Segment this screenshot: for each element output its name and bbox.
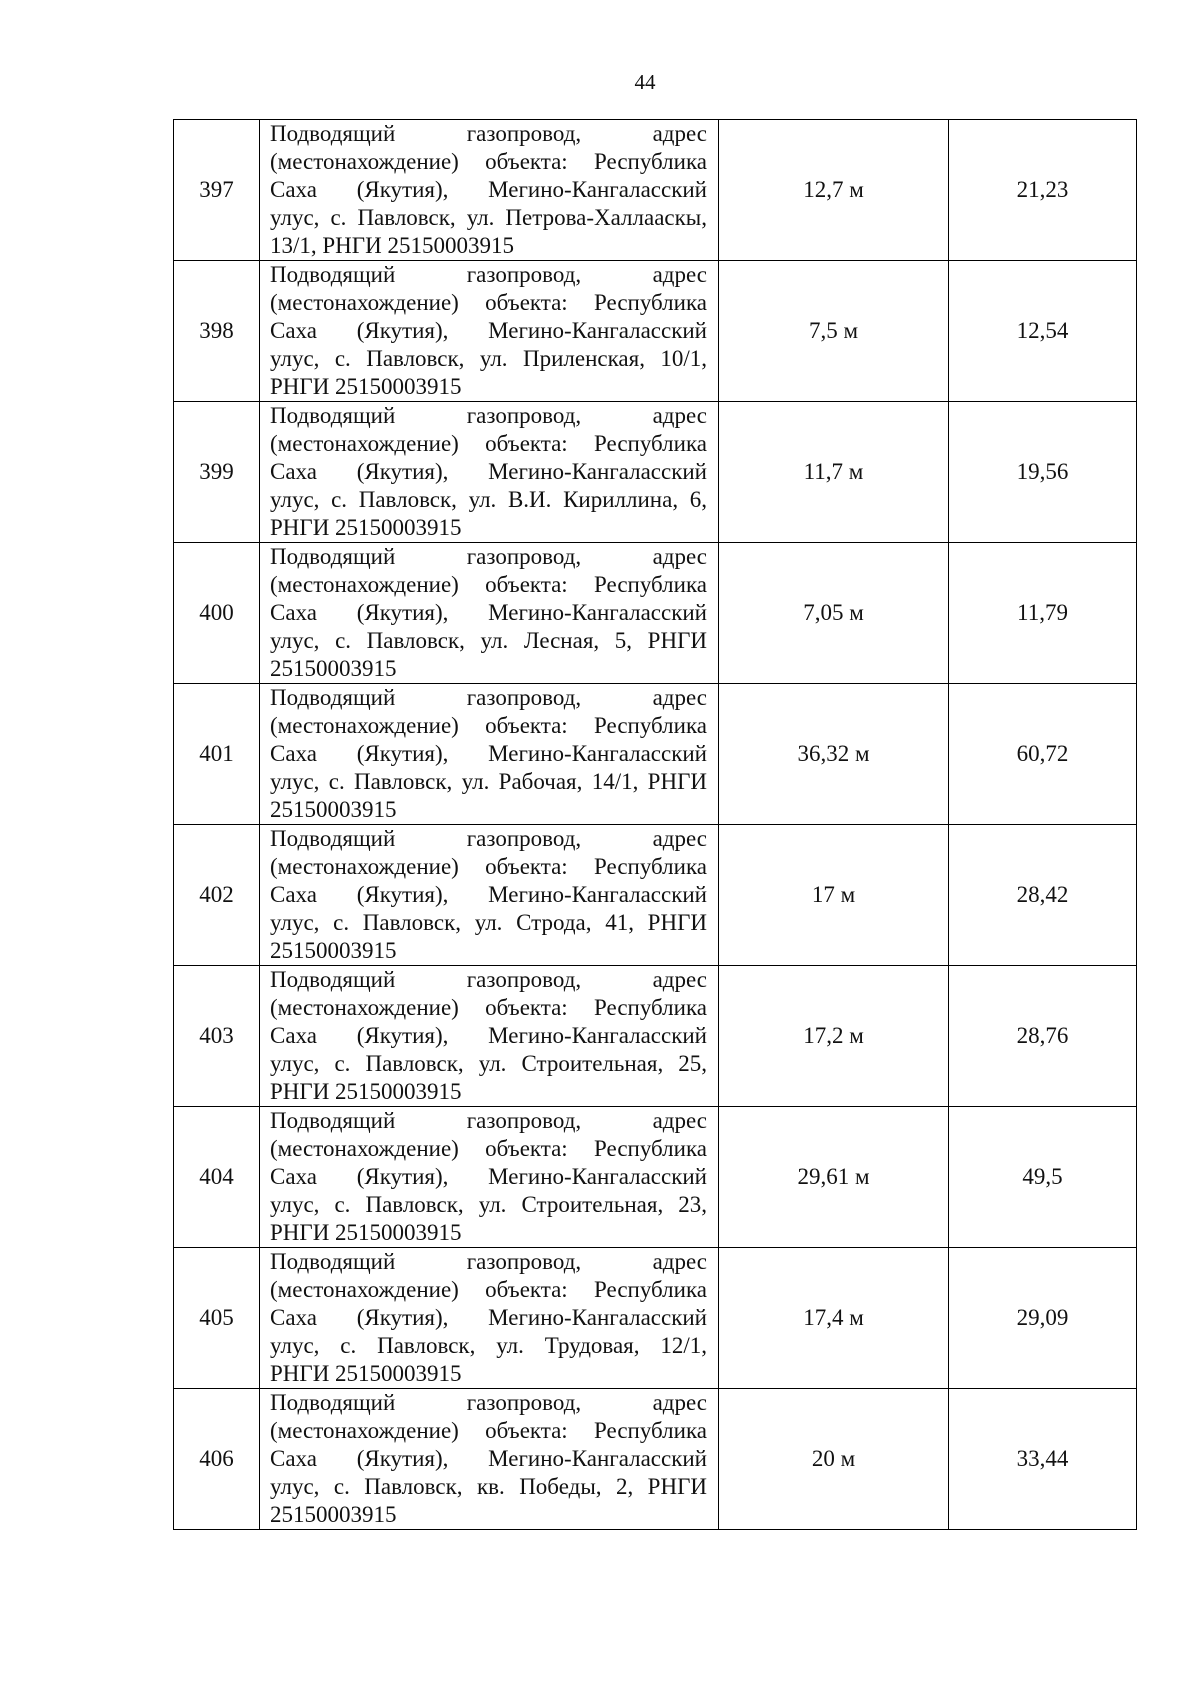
object-description xyxy=(260,684,719,825)
row-value: 49,5 xyxy=(949,1107,1137,1248)
row-number: 403 xyxy=(174,966,260,1107)
description-line: (местонахождение) объекта: Республика xyxy=(270,572,707,597)
description-line: Саха (Якутия), Мегино-Кангаласский xyxy=(270,741,707,766)
description-line: Саха (Якутия), Мегино-Кангаласский xyxy=(270,600,707,625)
description-line: (местонахождение) объекта: Республика xyxy=(270,1277,707,1302)
description-line: РНГИ 25150003915 xyxy=(270,1079,462,1104)
row-value: 28,76 xyxy=(949,966,1137,1107)
description-line: Саха (Якутия), Мегино-Кангаласский xyxy=(270,459,707,484)
object-description xyxy=(260,261,719,402)
description-line: улус, с. Павловск, ул. Рабочая, 14/1, РНГИ xyxy=(270,769,707,794)
table-row xyxy=(174,684,1137,825)
pipeline-length: 20 м xyxy=(719,1389,949,1530)
object-description xyxy=(260,825,719,966)
pipeline-length: 7,5 м xyxy=(719,261,949,402)
description-line: Подводящий газопровод, адрес xyxy=(270,262,707,287)
row-value: 19,56 xyxy=(949,402,1137,543)
description-line: Саха (Якутия), Мегино-Кангаласский xyxy=(270,318,707,343)
row-number: 404 xyxy=(174,1107,260,1248)
object-description xyxy=(260,1248,719,1389)
description-line: улус, с. Павловск, ул. Приленская, 10/1, xyxy=(270,346,707,371)
row-value: 60,72 xyxy=(949,684,1137,825)
object-description xyxy=(260,1107,719,1248)
object-description xyxy=(260,1389,719,1530)
description-line: улус, с. Павловск, ул. Трудовая, 12/1, xyxy=(270,1333,707,1358)
table-row xyxy=(174,1107,1137,1248)
object-description xyxy=(260,966,719,1107)
description-line: (местонахождение) объекта: Республика xyxy=(270,854,707,879)
description-line: Саха (Якутия), Мегино-Кангаласский xyxy=(270,1164,707,1189)
description-line: (местонахождение) объекта: Республика xyxy=(270,431,707,456)
pipeline-length: 7,05 м xyxy=(719,543,949,684)
description-line: улус, с. Павловск, ул. Лесная, 5, РНГИ xyxy=(270,628,707,653)
description-line: Саха (Якутия), Мегино-Кангаласский xyxy=(270,882,707,907)
description-line: (местонахождение) объекта: Республика xyxy=(270,995,707,1020)
description-line: улус, с. Павловск, ул. Петрова-Халлааскы, xyxy=(270,205,707,230)
object-description xyxy=(260,402,719,543)
row-number: 397 xyxy=(174,120,260,261)
row-number: 398 xyxy=(174,261,260,402)
row-number: 405 xyxy=(174,1248,260,1389)
table-row xyxy=(174,825,1137,966)
row-number: 400 xyxy=(174,543,260,684)
description-line: (местонахождение) объекта: Республика xyxy=(270,713,707,738)
description-line: 25150003915 xyxy=(270,656,397,681)
description-line: Подводящий газопровод, адрес xyxy=(270,403,707,428)
page-number: 44 xyxy=(634,70,656,94)
pipeline-length: 17,2 м xyxy=(719,966,949,1107)
description-line: 13/1, РНГИ 25150003915 xyxy=(270,233,514,258)
description-line: Подводящий газопровод, адрес xyxy=(270,1390,707,1415)
pipeline-length: 17,4 м xyxy=(719,1248,949,1389)
pipeline-length: 29,61 м xyxy=(719,1107,949,1248)
description-line: Подводящий газопровод, адрес xyxy=(270,967,707,992)
table-row xyxy=(174,120,1137,261)
pipeline-length: 12,7 м xyxy=(719,120,949,261)
description-line: РНГИ 25150003915 xyxy=(270,515,462,540)
row-value: 29,09 xyxy=(949,1248,1137,1389)
description-line: Саха (Якутия), Мегино-Кангаласский xyxy=(270,177,707,202)
description-line: (местонахождение) объекта: Республика xyxy=(270,149,707,174)
description-line: (местонахождение) объекта: Республика xyxy=(270,290,707,315)
registry-table-body xyxy=(174,120,1137,1530)
registry-table xyxy=(173,119,1137,1530)
description-line: РНГИ 25150003915 xyxy=(270,1220,462,1245)
description-line: Подводящий газопровод, адрес xyxy=(270,1108,707,1133)
table-row xyxy=(174,261,1137,402)
table-row xyxy=(174,543,1137,684)
description-line: Саха (Якутия), Мегино-Кангаласский xyxy=(270,1446,707,1471)
row-value: 12,54 xyxy=(949,261,1137,402)
description-line: Подводящий газопровод, адрес xyxy=(270,544,707,569)
table-row xyxy=(174,1248,1137,1389)
object-description xyxy=(260,543,719,684)
description-line: 25150003915 xyxy=(270,797,397,822)
pipeline-length: 11,7 м xyxy=(719,402,949,543)
description-line: 25150003915 xyxy=(270,938,397,963)
description-line: Подводящий газопровод, адрес xyxy=(270,826,707,851)
description-line: РНГИ 25150003915 xyxy=(270,374,462,399)
description-line: Подводящий газопровод, адрес xyxy=(270,685,707,710)
row-value: 21,23 xyxy=(949,120,1137,261)
row-number: 406 xyxy=(174,1389,260,1530)
description-line: РНГИ 25150003915 xyxy=(270,1361,462,1386)
table-row xyxy=(174,402,1137,543)
description-line: улус, с. Павловск, кв. Победы, 2, РНГИ xyxy=(270,1474,707,1499)
description-line: Подводящий газопровод, адрес xyxy=(270,121,707,146)
pipeline-length: 36,32 м xyxy=(719,684,949,825)
description-line: (местонахождение) объекта: Республика xyxy=(270,1136,707,1161)
table-row xyxy=(174,1389,1137,1530)
row-number: 399 xyxy=(174,402,260,543)
description-line: улус, с. Павловск, ул. Строда, 41, РНГИ xyxy=(270,910,707,935)
row-value: 11,79 xyxy=(949,543,1137,684)
table-row xyxy=(174,966,1137,1107)
row-number: 401 xyxy=(174,684,260,825)
row-number: 402 xyxy=(174,825,260,966)
description-line: улус, с. Павловск, ул. В.И. Кириллина, 6, xyxy=(270,487,707,512)
description-line: улус, с. Павловск, ул. Строительная, 23, xyxy=(270,1192,707,1217)
description-line: (местонахождение) объекта: Республика xyxy=(270,1418,707,1443)
description-line: Саха (Якутия), Мегино-Кангаласский xyxy=(270,1305,707,1330)
pipeline-length: 17 м xyxy=(719,825,949,966)
description-line: Подводящий газопровод, адрес xyxy=(270,1249,707,1274)
row-value: 33,44 xyxy=(949,1389,1137,1530)
object-description xyxy=(260,120,719,261)
description-line: улус, с. Павловск, ул. Строительная, 25, xyxy=(270,1051,707,1076)
description-line: Саха (Якутия), Мегино-Кангаласский xyxy=(270,1023,707,1048)
description-line: 25150003915 xyxy=(270,1502,397,1527)
row-value: 28,42 xyxy=(949,825,1137,966)
